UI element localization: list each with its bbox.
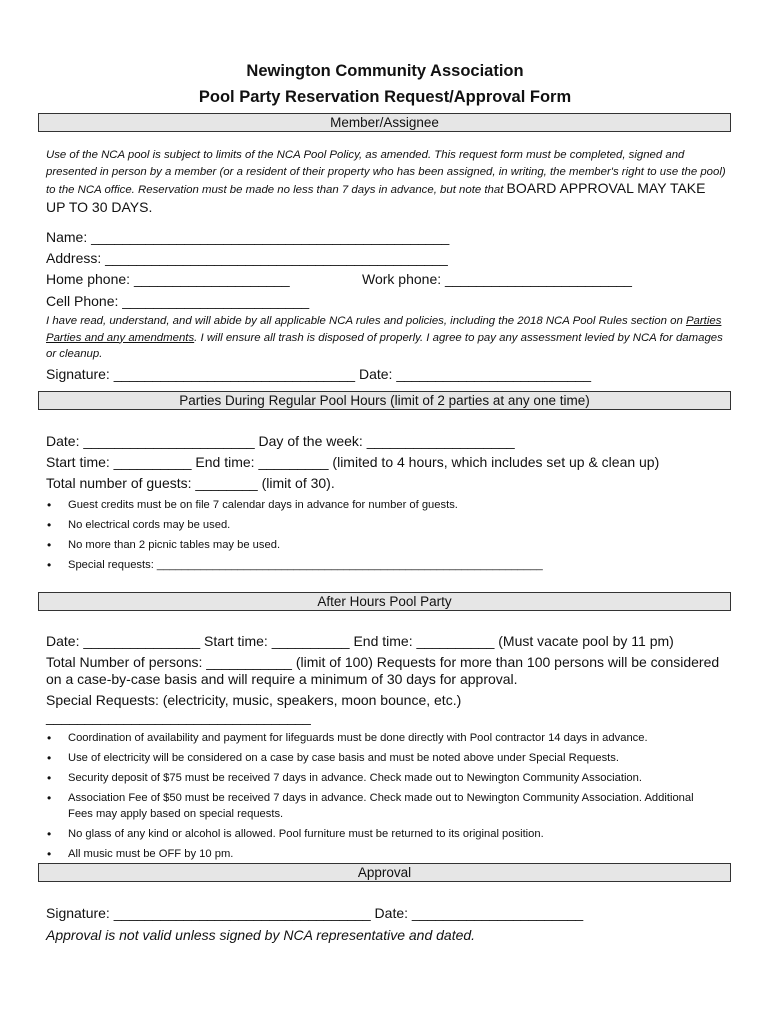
intro-text: Use of the NCA pool is subject to limits of the NCA Pool Policy, as amended. This request form must be completed, signed and presented in person by a member (or a resident of their property who has been assigned, in writing, the member's right to use the pool) to the NCA office. Reservation must be made no less than 7 days in advance, but note that (46, 149, 726, 196)
member-signature-line[interactable]: Signature: _______________________________ Date: _________________________ (46, 366, 591, 382)
list-item: • Coordination of availability and payment for lifeguards must be done directly with Pool contractor 14 days in advance. (46, 730, 736, 746)
intro-paragraph (46, 147, 726, 217)
approval-note: Approval is not valid unless signed by NCA representative and dated. (46, 927, 476, 943)
regular-rules-list (46, 495, 736, 575)
approval-signature-line[interactable]: Signature: _________________________________ Date: ______________________ (46, 905, 584, 921)
work-phone-field[interactable]: Work phone: ________________________ (362, 271, 632, 287)
list-item: • Guest credits must be on file 7 calendar days in advance for number of guests. (46, 495, 736, 515)
agreement-text-1: I have read, understand, and will abide by all applicable NCA rules and policies, including the 2018 NCA Pool Rules section on (46, 315, 686, 327)
cell-phone-field[interactable]: Cell Phone: ________________________ (46, 293, 310, 309)
special-requests-label: Special Requests: (electricity, music, speakers, moon bounce, etc.) (46, 692, 462, 708)
address-field[interactable]: Address: ____________________________________________ (46, 250, 448, 266)
list-item: • No glass of any kind or alcohol is allowed. Pool furniture must be returned to its original position. (46, 826, 736, 842)
list-item: • Association Fee of $50 must be received 7 days in advance. Check made out to Newington Community Association. Additional Fees may apply based on special requests. (46, 790, 718, 822)
regular-guests-field[interactable]: Total number of guests: ________ (limit of 30). (46, 475, 335, 491)
agreement-text-2: . I will ensure all trash is disposed of properly. I agree to pay any assessment levied by NCA for damages or cleanup. (46, 331, 723, 360)
list-item: • All music must be OFF by 10 pm. (46, 846, 736, 862)
home-phone-field[interactable]: Home phone: ____________________ (46, 271, 290, 287)
after-date-time-field[interactable]: Date: _______________ Start time: __________ End time: __________ (Must vacate pool by 11 pm) (46, 633, 674, 649)
list-item[interactable]: • Special requests: ______________________________________________________________ (46, 555, 736, 575)
special-requests-field[interactable]: __________________________________ (46, 709, 311, 725)
name-field[interactable]: Name: ______________________________________________ (46, 229, 450, 245)
after-persons-field[interactable]: Total Number of persons: ___________ (limit of 100) Requests for more than 100 persons will be considered on a case-by-case basis and will require a minimum of 30 days for approval. (46, 654, 720, 687)
after-rules-list (46, 730, 736, 862)
regular-time-field[interactable]: Start time: __________ End time: _________ (limited to 4 hours, which includes set up & clean up) (46, 454, 660, 470)
section-header-regular-hours: Parties During Regular Pool Hours (limit of 2 parties at any one time) (38, 391, 731, 410)
party-rules-link[interactable]: Parties Parties and any amendments (46, 315, 722, 344)
section-header-member: Member/Assignee (38, 113, 731, 132)
organization-title: Newington Community Association (246, 62, 524, 80)
board-approval-notice: BOARD APPROVAL MAY TAKE UP TO 30 DAYS. (46, 180, 706, 215)
list-item: • No more than 2 picnic tables may be used. (46, 535, 736, 555)
section-header-after-hours: After Hours Pool Party (38, 592, 731, 611)
section-header-approval: Approval (38, 863, 731, 882)
regular-date-day-field[interactable]: Date: ______________________ Day of the week: ___________________ (46, 433, 515, 449)
list-item: • Use of electricity will be considered on a case by case basis and must be noted above under Special Requests. (46, 750, 736, 766)
list-item: • Security deposit of $75 must be received 7 days in advance. Check made out to Newington Community Association. (46, 770, 736, 786)
agreement-statement (46, 313, 726, 363)
list-item: • No electrical cords may be used. (46, 515, 736, 535)
form-title: Pool Party Reservation Request/Approval Form (198, 88, 572, 106)
